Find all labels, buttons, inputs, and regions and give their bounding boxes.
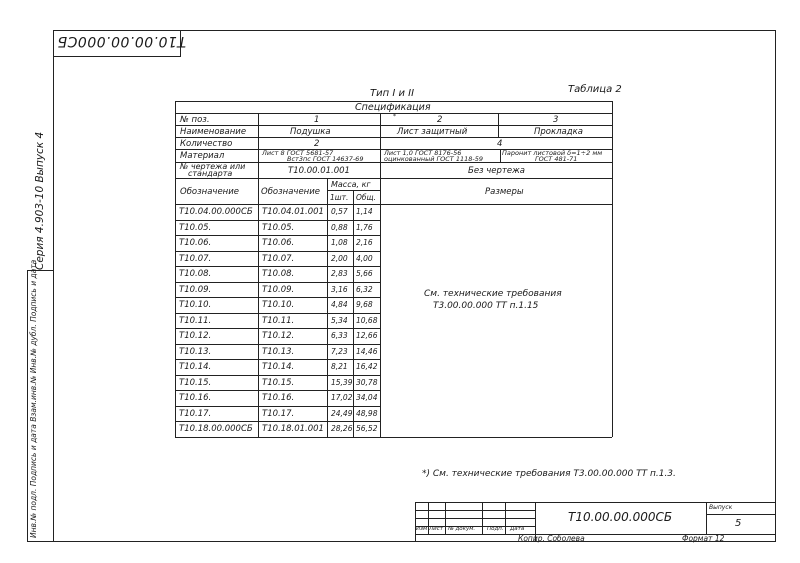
item-mass-one: 28,26	[331, 424, 353, 433]
material-1-bot: Вст3пс ГОСТ 14637-69	[287, 155, 364, 163]
item-designation: Т10.04.00.000СБ	[179, 207, 253, 217]
item-designation: Т10.13.	[179, 346, 212, 357]
item-mass-total: 2,16	[356, 238, 373, 247]
item-mass-one: 24,49	[331, 408, 353, 418]
item-designation: Т10.14.	[179, 362, 212, 372]
qty-1: 2	[314, 139, 320, 149]
pos-2: 2	[437, 115, 443, 125]
stamp-code: Т10.00.00.000СБ	[568, 510, 673, 524]
item-sub-designation: Т10.05.	[262, 222, 295, 233]
col-designation: Обозначение	[180, 187, 239, 197]
item-sub-designation: Т10.18.01.001	[262, 424, 324, 434]
stamp-sheet-value: 5	[735, 518, 742, 529]
item-mass-total: 1,76	[356, 222, 373, 232]
item-mass-total: 14,46	[356, 346, 378, 356]
item-mass-one: 0,88	[331, 222, 348, 232]
item-designation: Т10.05.	[179, 222, 212, 233]
pos-1: 1	[314, 115, 320, 125]
stamp-header-sign: Подп.	[487, 526, 504, 532]
item-sub-designation: Т10.17.	[262, 408, 295, 419]
drawing-none: Без чертежа	[468, 166, 525, 176]
col-mass: Масса, кг	[331, 180, 371, 189]
item-mass-total: 5,66	[356, 269, 373, 278]
stamp-header-date: Дата	[510, 526, 525, 532]
item-designation: Т10.08.	[179, 269, 212, 279]
sizes-note-1: См. технические требования	[424, 289, 562, 299]
col-mass-total: Общ.	[356, 193, 376, 202]
pos-2-mark: *	[393, 113, 396, 120]
item-mass-one: 15,39	[331, 377, 353, 387]
spec-title: Спецификация	[355, 102, 431, 113]
item-designation: Т10.12.	[179, 331, 212, 341]
qty-2: 4	[497, 139, 503, 149]
qty-label: Количество	[180, 139, 233, 149]
item-designation: Т10.16.	[179, 393, 212, 403]
item-sub-designation: Т10.10.	[262, 300, 295, 310]
stamp-format: Формат 12	[682, 534, 725, 543]
item-mass-one: 7,23	[331, 346, 348, 356]
item-designation: Т10.18.00.000СБ	[179, 424, 253, 434]
name-3: Прокладка	[534, 127, 583, 137]
item-sub-designation: Т10.08.	[262, 269, 295, 279]
item-mass-one: 2,83	[331, 269, 348, 278]
inverted-number-box	[53, 30, 186, 57]
item-mass-total: 4,00	[356, 253, 373, 263]
item-designation: Т10.10.	[179, 300, 212, 310]
stamp-header-list: Лист	[429, 526, 443, 532]
item-sub-designation: Т10.11.	[262, 315, 295, 326]
side-stamp-text: Инв.№ подл. Подпись и дата Взам.инв.№ Инв.№ дубл. Подпись и дата	[29, 259, 38, 538]
material-3-bot: ГОСТ 481-71	[535, 155, 578, 163]
material-2-bot: оцинкованный ГОСТ 1118-59	[384, 155, 483, 163]
item-sub-designation: Т10.13.	[262, 346, 295, 357]
material-3-top: Паронит листовой δ=1÷2 мм	[502, 149, 603, 157]
item-sub-designation: Т10.15.	[262, 377, 295, 388]
item-designation: Т10.09.	[179, 284, 212, 295]
drawing-label-1: № чертежа или	[180, 162, 246, 171]
item-designation: Т10.17.	[179, 408, 212, 419]
name-label: Наименование	[180, 127, 247, 137]
item-mass-total: 6,32	[356, 284, 373, 294]
table-label: Таблица 2	[568, 84, 622, 95]
stamp-header-doc: № докум.	[448, 526, 476, 532]
stamp-copied: Копир. Соболева	[518, 534, 585, 543]
sizes-note-2: Т3.00.00.000 ТТ п.1.15	[433, 301, 539, 311]
name-2: Лист защитный	[397, 127, 468, 137]
col-mass-one: 1шт.	[330, 193, 349, 202]
item-mass-total: 30,78	[356, 377, 378, 387]
item-sub-designation: Т10.06.	[262, 238, 295, 248]
type-label: Тип I и II	[370, 88, 415, 99]
item-mass-total: 34,04	[356, 393, 378, 402]
item-mass-total: 48,98	[356, 408, 378, 418]
item-sub-designation: Т10.12.	[262, 331, 295, 341]
footnote: *) См. технические требования Т3.00.00.000 ТТ п.1.3.	[422, 469, 676, 479]
item-mass-one: 2,00	[331, 253, 348, 263]
item-sub-designation: Т10.04.01.001	[262, 207, 324, 217]
item-mass-one: 6,33	[331, 331, 348, 340]
stamp-sheet-label: Выпуск	[709, 504, 733, 511]
item-mass-one: 17,02	[331, 393, 353, 402]
stamp-header-izm: Изм	[416, 526, 428, 532]
name-1: Подушка	[290, 127, 331, 137]
drawing-value: Т10.00.01.001	[288, 166, 350, 176]
item-mass-one: 1,08	[331, 238, 348, 247]
item-sub-designation: Т10.14.	[262, 362, 295, 372]
item-mass-total: 16,42	[356, 362, 378, 371]
item-mass-total: 10,68	[356, 315, 378, 325]
item-mass-total: 56,52	[356, 424, 378, 433]
material-2-top: Лист 1,0 ГОСТ 8176-56	[384, 149, 462, 157]
col-sizes: Размеры	[485, 187, 524, 197]
drawing-label-2: стандарта	[188, 169, 233, 178]
item-mass-one: 4,84	[331, 300, 348, 309]
item-mass-one: 8,21	[331, 362, 348, 371]
item-mass-total: 1,14	[356, 207, 373, 216]
material-1-top: Лист 8 ГОСТ 5681-57	[262, 149, 334, 157]
item-sub-designation: Т10.07.	[262, 253, 295, 264]
item-mass-total: 9,68	[356, 300, 373, 309]
item-sub-designation: Т10.16.	[262, 393, 295, 403]
item-sub-designation: Т10.09.	[262, 284, 295, 295]
pos-label: № поз.	[180, 115, 210, 125]
pos-3: 3	[553, 115, 559, 125]
col-designation-sub: Обозначение	[261, 187, 320, 197]
item-mass-one: 3,16	[331, 284, 348, 294]
item-mass-one: 5,34	[331, 315, 348, 325]
item-mass-one: 0,57	[331, 207, 348, 216]
inverted-drawing-number: Т10.00.00.000СБ	[57, 33, 186, 49]
item-designation: Т10.07.	[179, 253, 212, 264]
item-designation: Т10.15.	[179, 377, 212, 388]
item-designation: Т10.06.	[179, 238, 212, 248]
material-label: Материал	[180, 151, 225, 161]
series-label: Серия 4.903-10 Выпуск 4	[34, 131, 46, 270]
item-designation: Т10.11.	[179, 315, 212, 326]
item-mass-total: 12,66	[356, 331, 378, 340]
